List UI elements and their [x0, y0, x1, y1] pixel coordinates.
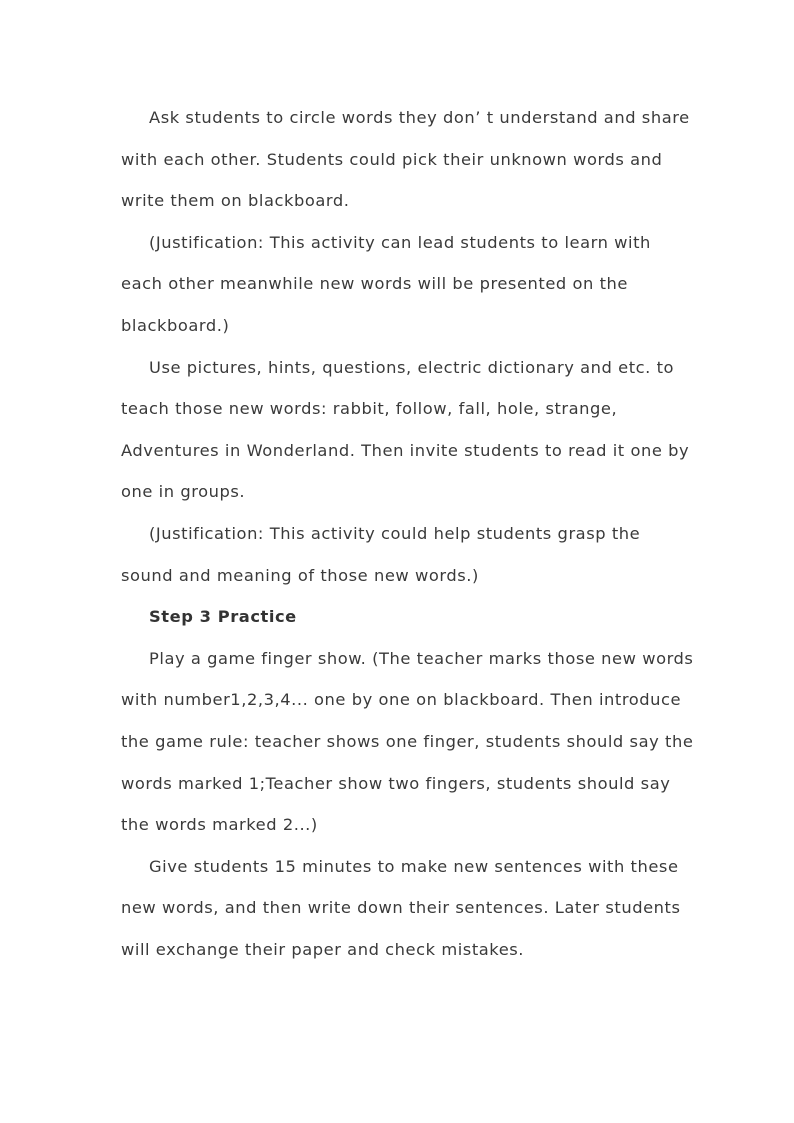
text-line: Use pictures, hints, questions, electric dictionary and etc. to — [149, 357, 675, 377]
paragraph-justification-2 — [121, 513, 681, 596]
text-line: teach those new words: rabbit, follow, fall, hole, strange, — [121, 399, 618, 419]
text-line: Ask students to circle words they don’ t understand and share — [149, 108, 690, 127]
text-line: Give students 15 minutes to make new sentences with these — [149, 856, 679, 876]
paragraph-make-sentences — [121, 846, 681, 971]
paragraph-finger-game — [121, 638, 694, 846]
section-heading-step-3: Step 3 Practice — [149, 607, 297, 627]
text-line: blackboard.) — [121, 315, 230, 335]
text-line: Adventures in Wonderland. Then invite students to read it one by — [121, 440, 690, 460]
document-body — [121, 97, 694, 970]
text-line: with each other. Students could pick their unknown words and — [121, 149, 663, 169]
paragraph-teach-new-words — [121, 347, 690, 513]
text-line: will exchange their paper and check mistakes. — [121, 939, 525, 959]
paragraph-circle-words — [121, 97, 690, 222]
text-line: with number1,2,3,4... one by one on blackboard. Then introduce — [121, 690, 682, 710]
text-line: the words marked 2...) — [121, 815, 318, 835]
paragraph-justification-1 — [121, 222, 681, 347]
text-line: new words, and then write down their sentences. Later students — [121, 898, 681, 918]
text-line: the game rule: teacher shows one finger, students should say the — [121, 731, 694, 751]
text-line: each other meanwhile new words will be presented on the — [121, 274, 628, 294]
text-line: Play a game finger show. (The teacher marks those new words — [149, 648, 694, 668]
text-line: write them on blackboard. — [121, 191, 350, 211]
text-line: (Justification: This activity can lead students to learn with — [149, 232, 651, 252]
text-line: (Justification: This activity could help students grasp the — [149, 523, 641, 543]
text-line: sound and meaning of those new words.) — [121, 565, 479, 585]
text-line: words marked 1;Teacher show two fingers, students should say — [121, 773, 671, 793]
text-line: one in groups. — [121, 482, 246, 502]
